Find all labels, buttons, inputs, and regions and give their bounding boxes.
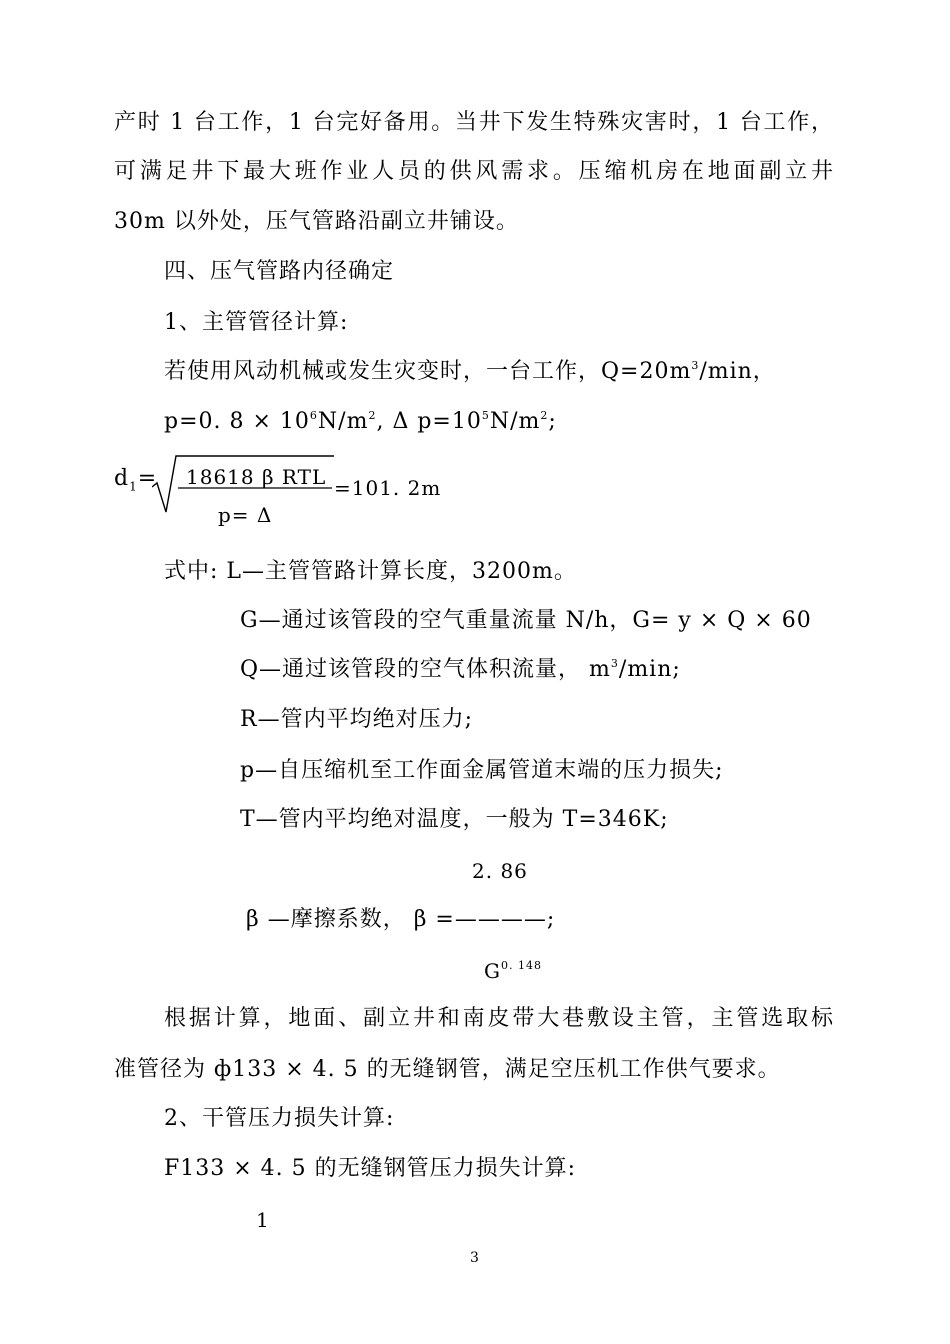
- condition-text: 若使用风动机械或发生灾变时，一台工作，Q=20m: [164, 359, 692, 384]
- formula-fragment: 1: [256, 1208, 270, 1232]
- definitions-intro: 式中: L—主管管路计算长度，3200m。: [164, 559, 577, 584]
- pressure-line-end: ;: [548, 409, 557, 434]
- subsection-heading-2: 2、干管压力损失计算:: [164, 1106, 395, 1131]
- paragraph-line-1: 产时 1 台工作，1 台完好备用。当井下发生特殊灾害时，1 台工作，: [114, 110, 834, 135]
- pressure-exponent: 6: [309, 409, 318, 422]
- formula-lhs: [114, 464, 157, 494]
- paragraph-line-3: 30m 以外处，压气管路沿副立井铺设。: [114, 209, 519, 234]
- pressure-value: p=0. 8 × 10: [164, 409, 310, 434]
- beta-numerator: 2. 86: [472, 859, 528, 883]
- pressure-unit: N/m: [317, 409, 369, 434]
- definition-r: R—管内平均绝对压力;: [240, 707, 473, 732]
- definition-g: G—通过该管段的空气重量流量 N/h，G= y × Q × 60: [240, 608, 812, 633]
- definition-q-text: Q—通过该管段的空气体积流量， m: [240, 657, 611, 682]
- pressure-line: [164, 407, 557, 437]
- definition-t: T—管内平均绝对温度，一般为 T=346K;: [240, 807, 669, 832]
- formula-numerator: 18618 β RTL: [186, 465, 327, 489]
- delta-pressure-value: , Δ p=10: [376, 409, 482, 434]
- formula-lhs-symbol: d: [114, 466, 130, 491]
- beta-denominator-exponent: 0. 148: [500, 959, 542, 972]
- definition-p: p—自压缩机至工作面金属管道末端的压力损失;: [240, 758, 724, 783]
- subsection-heading-1: 1、主管管径计算:: [164, 310, 349, 335]
- condition-unit: /min，: [699, 359, 776, 384]
- definition-q-exponent: 3: [610, 657, 619, 670]
- formula-lhs-subscript: 1: [129, 479, 138, 494]
- delta-pressure-unit-exponent: 2: [540, 409, 549, 422]
- beta-denominator: [484, 956, 542, 986]
- delta-pressure-unit: N/m: [489, 409, 541, 434]
- paragraph-line-2: 可满足井下最大班作业人员的供风需求。压缩机房在地面副立井: [114, 159, 834, 184]
- pressure-loss-heading: F133 × 4. 5 的无缝钢管压力损失计算:: [164, 1156, 577, 1181]
- definition-q-unit: /min;: [618, 657, 681, 682]
- formula-lhs-equals: =: [137, 466, 158, 491]
- conclusion-line-2: 准管径为 ф133 × 4. 5 的无缝钢管，满足空压机工作供气要求。: [114, 1057, 781, 1082]
- definition-q: [240, 655, 681, 685]
- beta-denominator-base: G: [484, 959, 501, 983]
- condition-line: [164, 357, 776, 387]
- formula-result: =101. 2m: [334, 476, 442, 500]
- conclusion-line-1: 根据计算，地面、副立井和南皮带大巷敷设主管，主管选取标: [164, 1006, 834, 1031]
- condition-exponent: 3: [691, 359, 700, 372]
- delta-pressure-exponent: 5: [481, 409, 490, 422]
- pressure-unit-exponent: 2: [368, 409, 377, 422]
- page-number: 3: [470, 1250, 479, 1266]
- section-heading-4: 四、压气管路内径确定: [164, 259, 395, 284]
- formula-denominator: p= Δ: [218, 503, 273, 527]
- definition-beta: β —摩擦系数， β =————;: [246, 907, 556, 932]
